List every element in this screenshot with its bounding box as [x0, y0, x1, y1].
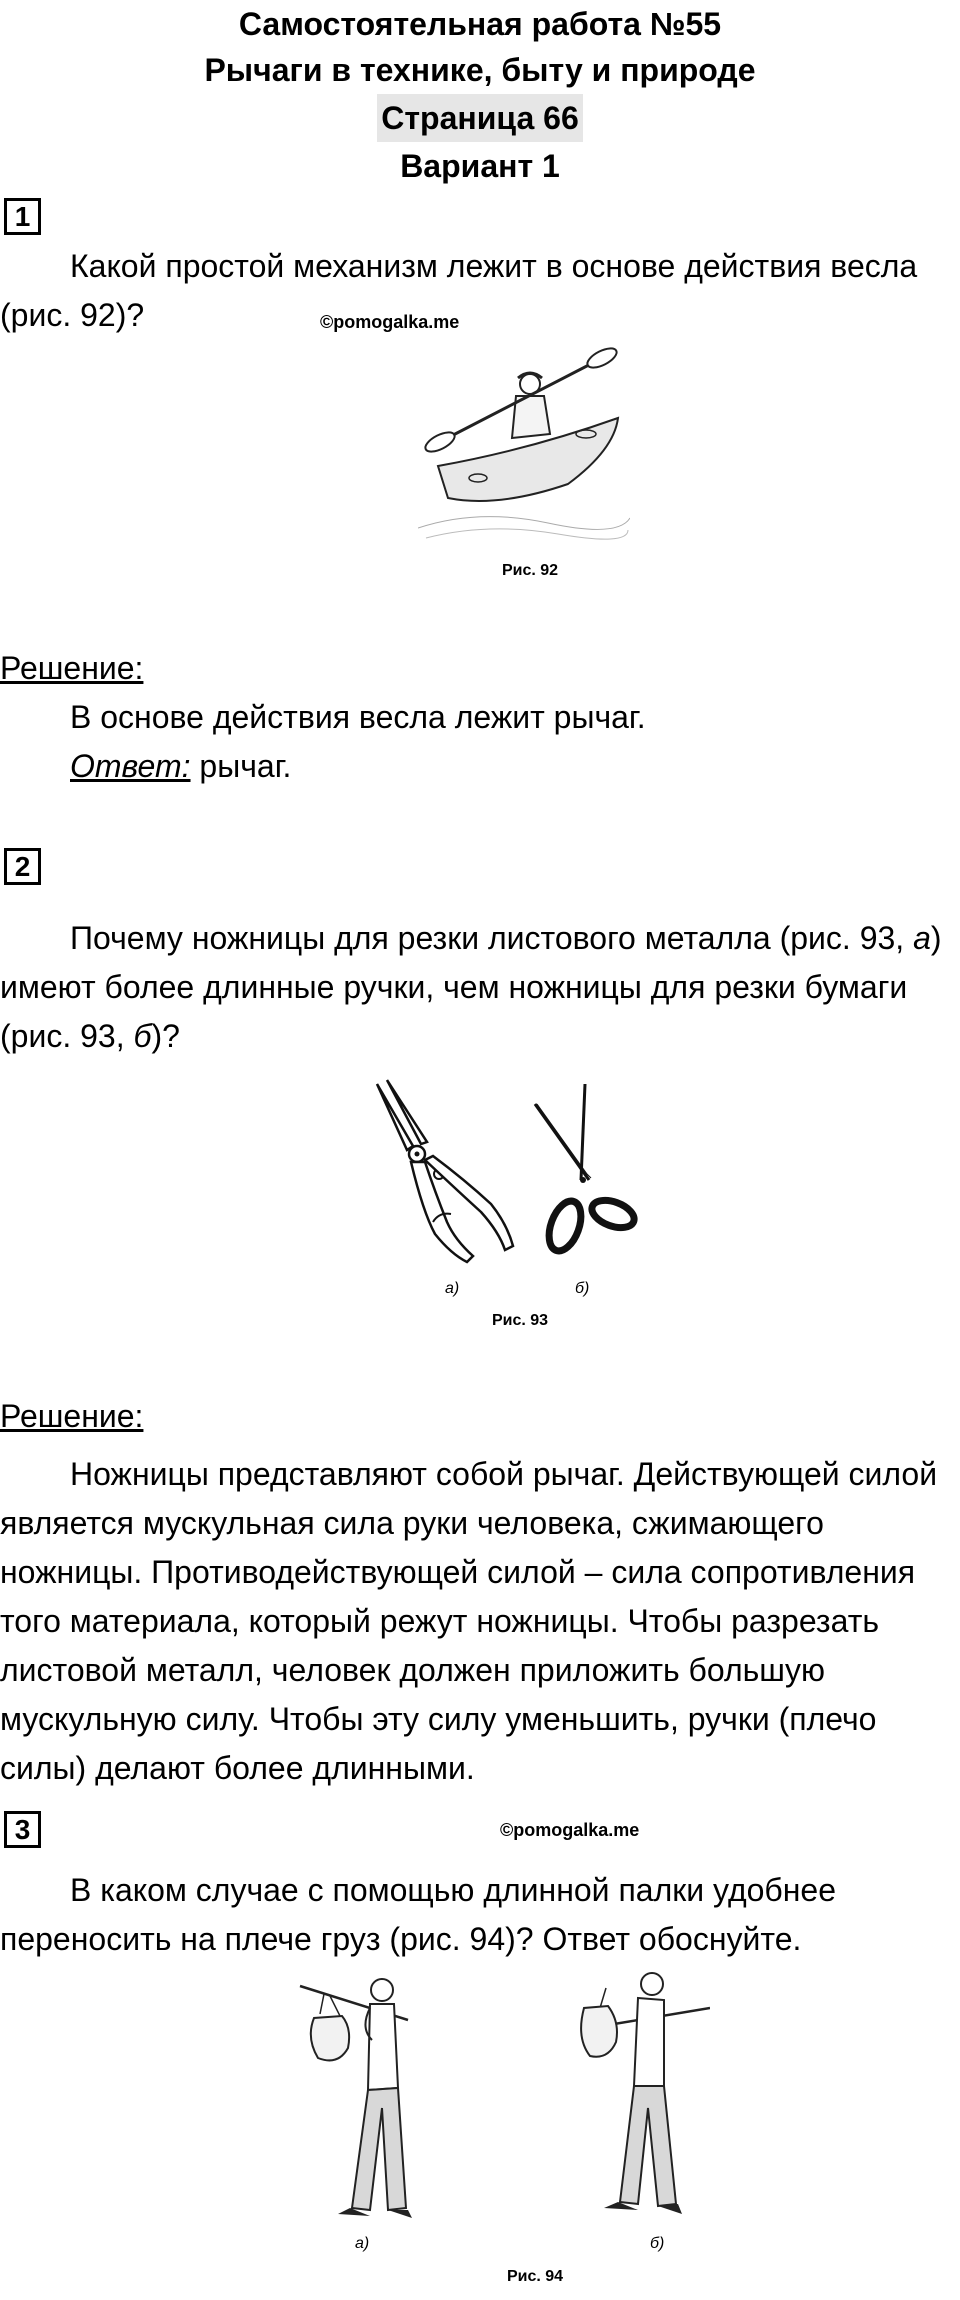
task-3-question: В каком случае с помощью длинной палки удобнее переносить на плече груз (рис. 94)? Ответ обоснуйте.: [0, 1872, 836, 1957]
worksheet-title: Самостоятельная работа №55: [238, 6, 722, 42]
figure-92-caption: Рис. 92: [501, 562, 559, 579]
figure-93-sub-b: б): [575, 1280, 590, 1297]
figure-94-sub-b: б): [650, 2235, 665, 2252]
scissors-figure: [355, 1062, 675, 1302]
task-1-solution: В основе действия весла лежит рычаг.: [70, 699, 646, 735]
page-number-line: [0, 94, 960, 142]
question-italic-b: б: [133, 1018, 152, 1054]
solution-label-2: [0, 1392, 956, 1441]
solution-label-1: [0, 644, 956, 693]
answer-label: Ответ:: [70, 748, 191, 784]
question-part: ) имеют более длинные ручки, чем ножницы для резки бумаги (рис. 93,: [0, 920, 942, 1054]
page-number: Страница 66: [377, 94, 582, 142]
figure-94-sub-a: а): [355, 2235, 370, 2252]
task-number-1: 1: [4, 198, 41, 235]
watermark: ©pomogalka.me: [320, 312, 460, 332]
figure-93-caption: Рис. 93: [491, 1312, 549, 1329]
task-number-2: 2: [4, 848, 41, 885]
task-2-solution: Ножницы представляют собой рычаг. Действующей силой является мускульная сила руки человека, сжимающего ножницы. Противодействующей силой – сила сопротивления того материала, который режут ножницы. Чтобы разрезать листовой металл, человек должен приложить большую мускульную силу. Чтобы эту силу уменьшить, ручки (плечо силы) делают более длинными.: [0, 1456, 938, 1786]
figure-94-caption: Рис. 94: [506, 2268, 564, 2285]
watermark: ©pomogalka.me: [500, 1820, 640, 1840]
question-part: Почему ножницы для резки листового металла (рис. 93,: [70, 920, 914, 956]
task-1-question: Какой простой механизм лежит в основе действия весла (рис. 92)?: [0, 248, 918, 333]
people-carrying-figure: [290, 1968, 710, 2246]
figure-93-sub-a: а): [445, 1280, 460, 1297]
task-1-answer: [0, 742, 956, 791]
task-number-3: 3: [4, 1811, 41, 1848]
worksheet-subtitle: Рычаги в технике, быту и природе: [204, 52, 756, 88]
solution-label: Решение:: [0, 650, 144, 686]
question-italic-a: а: [913, 920, 931, 956]
task-2-question: [0, 914, 956, 1061]
answer-text: рычаг.: [190, 748, 292, 784]
question-part: )?: [151, 1018, 180, 1054]
solution-label: Решение:: [0, 1398, 144, 1434]
kayak-figure: [418, 338, 630, 550]
variant-label: Вариант 1: [400, 148, 560, 184]
